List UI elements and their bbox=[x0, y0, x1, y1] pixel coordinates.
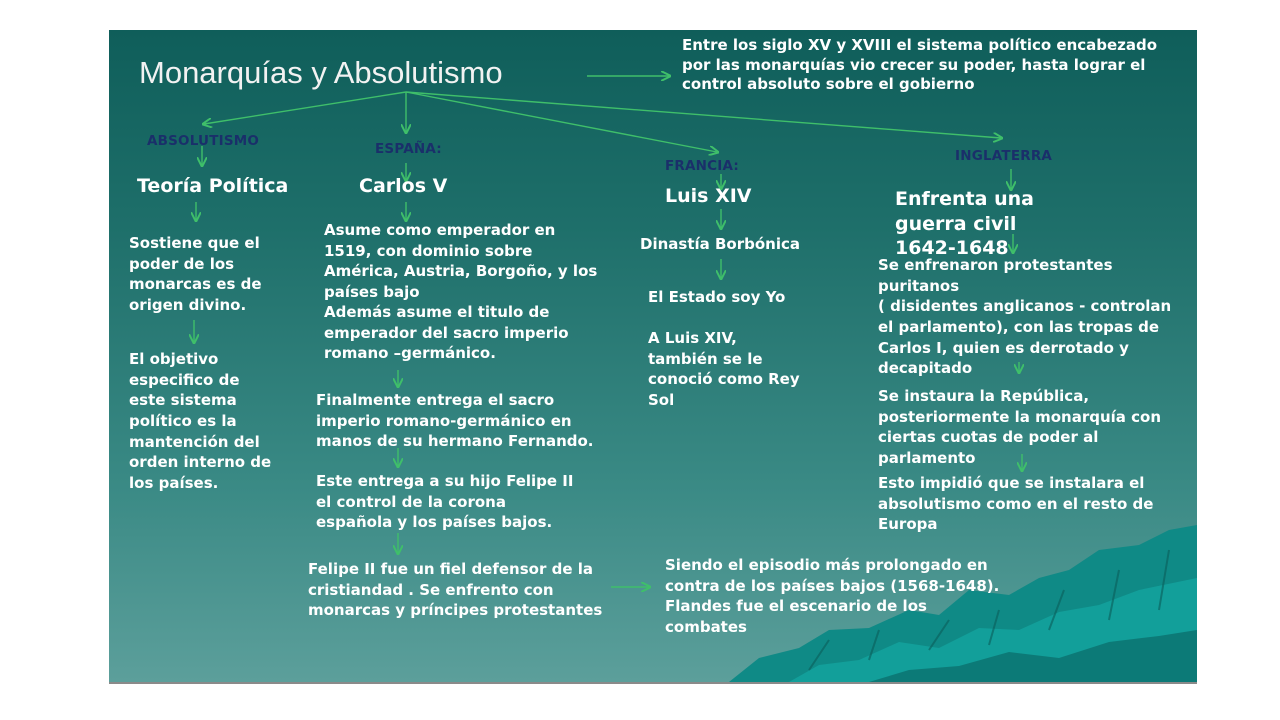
heading-carlos-v: Carlos V bbox=[359, 175, 448, 197]
inglaterra-text-2: Se instaura la República, posteriormente la monarquía con ciertas cuotas de poder al parlamento bbox=[878, 387, 1162, 468]
espana-text-1: Asume como emperador en 1519, con dominio sobre América, Austria, Borgoño, y los países bajo Además asume el titulo de emperador del sacro imperio romano –germánico. bbox=[324, 221, 598, 363]
absolutismo-text-2: El objetivo especifico de este sistema político es la mantención del orden interno de los países. bbox=[129, 350, 272, 493]
slide bbox=[109, 30, 1197, 682]
inglaterra-text-1: Se enfrenaron protestantes puritanos ( disidentes anglicanos - controlan el parlamento), con las tropas de Carlos I, quien es derrotado y decapitado bbox=[878, 256, 1172, 378]
category-francia: FRANCIA: bbox=[665, 158, 739, 174]
espana-text-2: Finalmente entrega el sacro imperio romano-germánico en manos de su hermano Fernando. bbox=[316, 391, 594, 451]
heading-luis-xiv: Luis XIV bbox=[665, 185, 752, 207]
inglaterra-text-3: Esto impidió que se instalara el absolutismo como en el resto de Europa bbox=[878, 474, 1154, 534]
page-title: Monarquías y Absolutismo bbox=[139, 55, 503, 90]
francia-text-2: El Estado soy Yo bbox=[648, 288, 786, 306]
intro-text: Entre los siglo XV y XVIII el sistema político encabezado por las monarquías vio crecer su poder, hasta lograr el control absoluto sobre el gobierno bbox=[682, 36, 1158, 93]
heading-guerra-civil: Enfrenta una guerra civil 1642-1648 bbox=[895, 188, 1034, 260]
espana-text-5: Siendo el episodio más prolongado en contra de los países bajos (1568-1648). Flandes fue el escenario de los combates bbox=[665, 556, 1000, 637]
heading-teoria-politica: Teoría Política bbox=[137, 175, 289, 197]
francia-text-1: Dinastía Borbónica bbox=[640, 235, 800, 253]
francia-text-3: A Luis XIV, también se le conoció como Rey Sol bbox=[648, 329, 800, 410]
absolutismo-text-1: Sostiene que el poder de los monarcas es de origen divino. bbox=[129, 234, 262, 315]
category-espana: ESPAÑA: bbox=[375, 141, 442, 157]
slide-bottom-border bbox=[109, 682, 1197, 684]
category-absolutismo: ABSOLUTISMO bbox=[147, 133, 260, 149]
espana-text-3: Este entrega a su hijo Felipe II el control de la corona española y los países bajos. bbox=[316, 472, 574, 532]
category-inglaterra: INGLATERRA bbox=[955, 148, 1053, 164]
espana-text-4: Felipe II fue un fiel defensor de la cristiandad . Se enfrento con monarcas y príncipes protestantes bbox=[308, 560, 603, 620]
